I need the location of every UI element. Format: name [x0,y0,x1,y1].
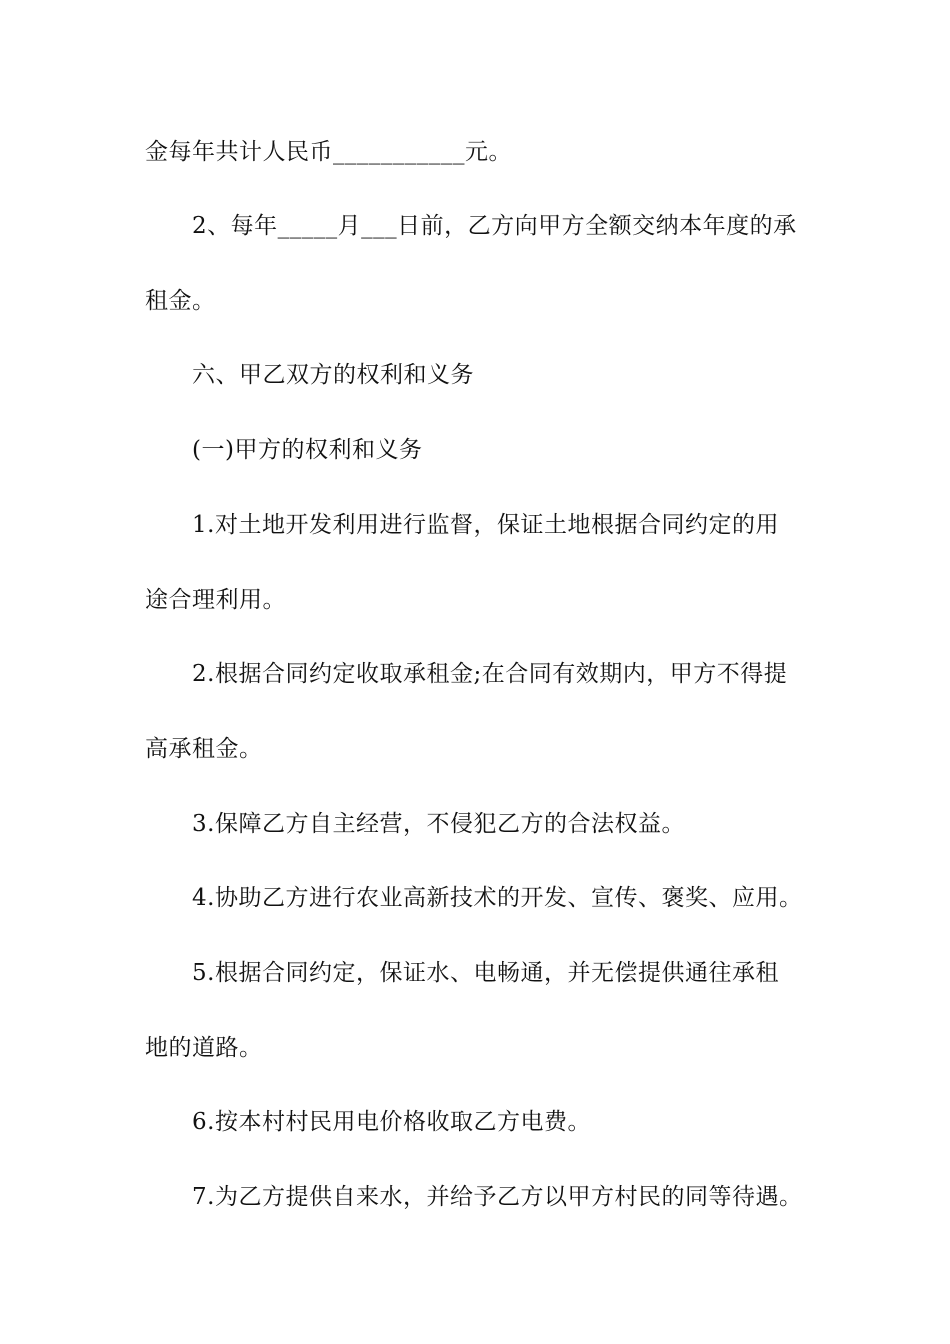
clause-6: 6.按本村村民用电价格收取乙方电费。 [192,1109,591,1135]
text-line-rent-total: 金每年共计人民币___________元。 [145,139,512,165]
clause-4: 4.协助乙方进行农业高新技术的开发、宣传、褒奖、应用。 [192,885,803,911]
text-line-payment-date: 2、每年_____月___日前，乙方向甲方全额交纳本年度的承 [192,213,797,239]
text-line-payment-date-cont: 租金。 [145,288,216,314]
clause-1: 1.对土地开发利用进行监督，保证土地根据合同约定的用 [192,512,779,538]
clause-3: 3.保障乙方自主经营，不侵犯乙方的合法权益。 [192,811,685,837]
clause-2: 2.根据合同约定收取承租金;在合同有效期内，甲方不得提 [192,661,788,687]
clause-5: 5.根据合同约定，保证水、电畅通，并无偿提供通往承租 [192,960,779,986]
subsection-heading-party-a: (一)甲方的权利和义务 [192,437,423,463]
clause-2-cont: 高承租金。 [145,736,263,762]
clause-1-cont: 途合理利用。 [145,587,286,613]
section-heading-rights-obligations: 六、甲乙双方的权利和义务 [192,362,474,388]
clause-5-cont: 地的道路。 [145,1035,263,1061]
clause-7: 7.为乙方提供自来水，并给予乙方以甲方村民的同等待遇。 [192,1184,803,1210]
